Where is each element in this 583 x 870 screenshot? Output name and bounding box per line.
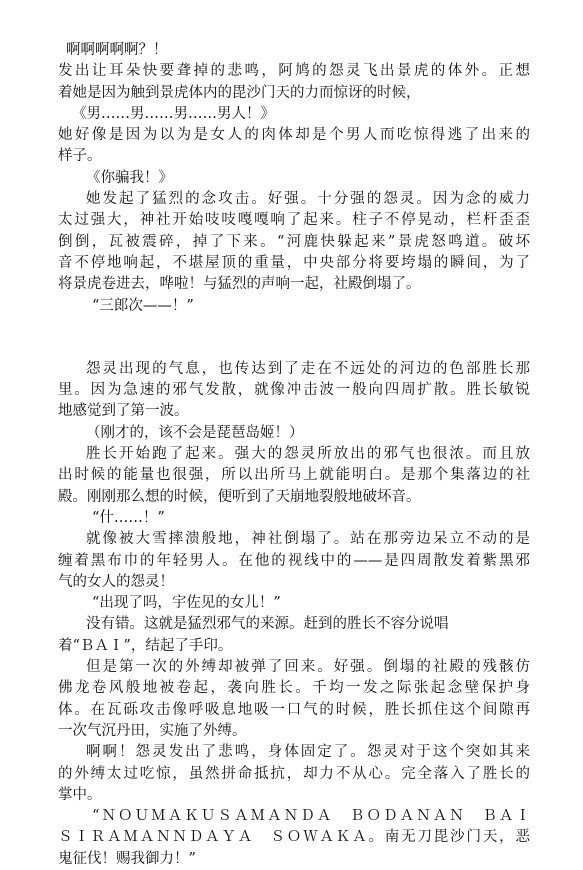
- section-break: [58, 317, 530, 359]
- text-line: 里。因为急速的邪气发散，就像冲击波一般向四周扩散。胜长敏锐: [58, 382, 530, 399]
- text-line: “ＮＯＵＭＡＫＵＳＡＭＡＮＤＡ ＢＯＤＡＮＡＮ ＢＡＩ: [92, 808, 530, 825]
- text-line: 鬼征伐！赐我御力！”: [58, 850, 196, 867]
- text-line: 将景虎卷进去，哗啦！与猛烈的声响一起，社殿倒塌了。: [58, 276, 421, 293]
- text-line: “出现了吗，宇佐见的女儿！”: [92, 595, 281, 612]
- text-line: 胜长开始跑了起来。强大的怨灵所放出的邪气也很浓。而且放: [86, 446, 530, 463]
- text-line: 样子。: [58, 148, 102, 165]
- text-line: 太过强大，神社开始吱吱嘎嘎响了起来。柱子不停晃动，栏杆歪歪: [58, 212, 530, 229]
- text-line: 佛龙卷风般地被卷起，袭向胜长。千均一发之际张起念壁保护身: [58, 680, 530, 697]
- text-line: 体。在瓦砾攻击像呼吸息地吸一口气的时候，胜长抓住这个间隙再: [58, 701, 530, 718]
- text-line: 她发起了猛烈的念攻击。好强。十分强的怨灵。因为念的威力: [86, 191, 530, 208]
- text-line: “什……！”: [92, 509, 165, 526]
- text-line: 啊啊啊啊啊？！: [66, 42, 168, 58]
- text-line: 她好像是因为以为是女人的肉体却是个男人而吃惊得逃了出来的: [58, 127, 530, 144]
- text-line: 音不停地响起，不堪屋顶的重量，中央部分将要垮塌的瞬间，为了: [58, 254, 530, 271]
- text-line: 怨灵出现的气息，也传达到了走在不远处的河边的色部胜长那: [86, 360, 530, 377]
- text-line: 缠着黑布巾的年轻男人。在他的视线中的——是四周散发着紫黑邪: [58, 552, 530, 569]
- text-line: 发出让耳朵快要聋掉的悲鸣，阿鸠的怨灵飞出景虎的体外。正想: [58, 63, 530, 80]
- text-line: 《你骗我！》: [86, 169, 173, 186]
- text-line: 一次气沉丹田，实施了外缚。: [58, 722, 247, 739]
- text-line: （刚才的，该不会是琵琶岛姬！）: [86, 424, 304, 441]
- text-line: 没有错。这就是猛烈邪气的来源。赶到的胜长不容分说唱: [86, 616, 449, 633]
- text-line: 掌中。: [58, 786, 102, 803]
- text-line: 倒倒，瓦被震碎，掉了下来。“河鹿快躲起来”景虎怒鸣道。破坏: [58, 233, 530, 250]
- text-line: 就像被大雪摔溃般地，神社倒塌了。站在那旁边呆立不动的是: [86, 531, 530, 548]
- text-line: 着她是因为触到景虎体内的毘沙门天的力而惊讶的时候，: [58, 84, 421, 101]
- document-page: [58, 40, 530, 870]
- text-line: 出时候的能量也很强，所以出所马上就能明白。是那个集落边的社: [58, 467, 530, 484]
- text-line: 地感觉到了第一波。: [58, 403, 189, 420]
- text-line: ＳＩＲＡＭＡＮＮＤＡＹＡ ＳＯＷＡＫＡ。南无刀毘沙门天，恶: [58, 829, 530, 846]
- text-line: 《男……男……男……男人！》: [72, 105, 275, 122]
- text-line: 但是第一次的外缚却被弹了回来。好强。倒塌的社殿的残骸仿: [86, 659, 530, 676]
- text-line: “三郎次——！”: [92, 297, 194, 314]
- text-line: 着“ＢＡＩ”，结起了手印。: [58, 637, 233, 654]
- text-line: 殿。刚刚那么想的时候，便听到了天崩地裂般地破坏音。: [58, 488, 421, 505]
- text-line: 啊啊！怨灵发出了悲鸣，身体固定了。怨灵对于这个突如其来: [86, 744, 530, 761]
- text-line: 气的女人的怨灵！: [58, 573, 174, 590]
- text-line: 的外缚太过吃惊，虽然拼命抵抗，却力不从心。完全落入了胜长的: [58, 765, 530, 782]
